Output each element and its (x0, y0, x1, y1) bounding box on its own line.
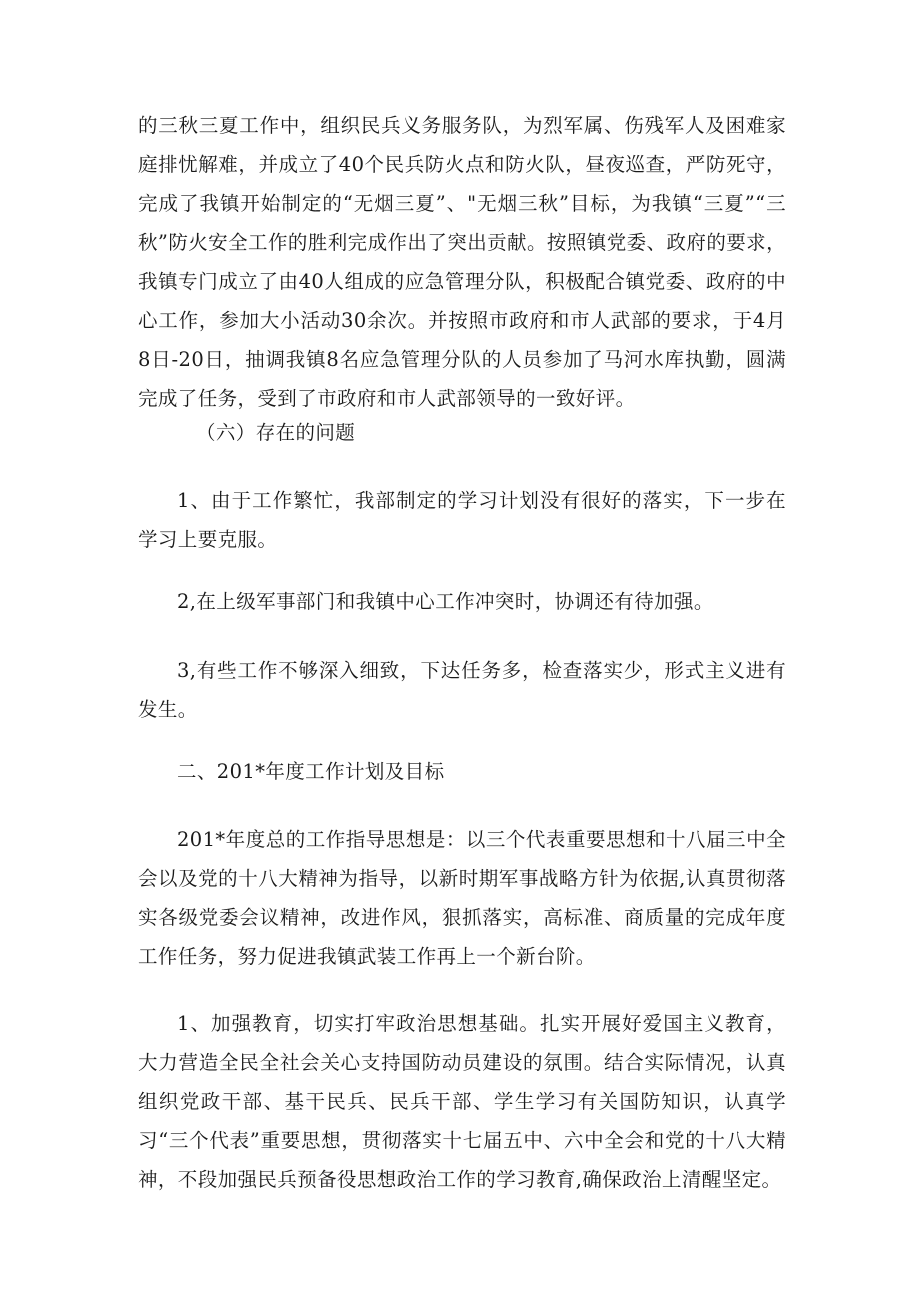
paragraph-text: 1、由于工作繁忙，我部制定的学习计划没有很好的落实，下一步在学习上要克服。 (138, 489, 786, 551)
paragraph-guiding-thought (138, 820, 786, 976)
section-heading-plan (138, 752, 786, 791)
problem-item-3 (138, 651, 786, 729)
heading-text: 二、201*年度工作计划及目标 (177, 760, 445, 783)
problem-item-2 (138, 582, 786, 621)
section-heading-problems (138, 413, 786, 452)
heading-text: （六）存在的问题 (196, 421, 356, 444)
paragraph-text: 201*年度总的工作指导思想是：以三个代表重要思想和十八届三中全会以及党的十八大精神为指导，以新时期军事战略方针为依据,认真贯彻落实各级党委会议精神，改进作风，狠抓落实，高标准、商质量的完成年度工作任务，努力促进我镇武装工作再上一个新台阶。 (138, 828, 786, 968)
paragraph-text: 的三秋三夏工作中，组织民兵义务服务队，为烈军属、伤残军人及困难家庭排忧解难，并成立了40个民兵防火点和防火队，昼夜巡查，严防死守，完成了我镇开始制定的“无烟三夏”、"无烟三秋”目标，为我镇“三夏”“三秋”防火安全工作的胜利完成作出了突出贡献。按照镇党委、政府的要求，我镇专门成立了由40人组成的应急管理分队，积极配合镇党委、政府的中心工作，参加大小活动30余次。并按照市政府和市人武部的要求，于4月8日-20日，抽调我镇8名应急管理分队的人员参加了马河水库执勤，圆满完成了任务，受到了市政府和市人武部领导的一致好评。 (138, 114, 786, 410)
paragraph-militia-service (138, 106, 786, 418)
paragraph-text: 1、加强教育，切实打牢政治思想基础。扎实开展好爱国主义教育，大力营造全民全社会关心支持国防动员建设的氛围。结合实际情况，认真组织党政干部、基干民兵、民兵干部、学生学习有关国防知识，认真学习“三个代表”重要思想，贯彻落实十七届五中、六中全会和党的十八大精神，不段加强民兵预备役思想政治工作的学习教育,确保政治上清醒坚定。 (138, 1012, 786, 1191)
paragraph-text: 2,在上级军事部门和我镇中心工作冲突时，协调还有待加强。 (177, 590, 714, 613)
plan-item-1 (138, 1004, 786, 1199)
paragraph-text: 3,有些工作不够深入细致，下达任务多，检查落实少，形式主义进有发生。 (138, 659, 786, 721)
problem-item-1 (138, 481, 786, 559)
